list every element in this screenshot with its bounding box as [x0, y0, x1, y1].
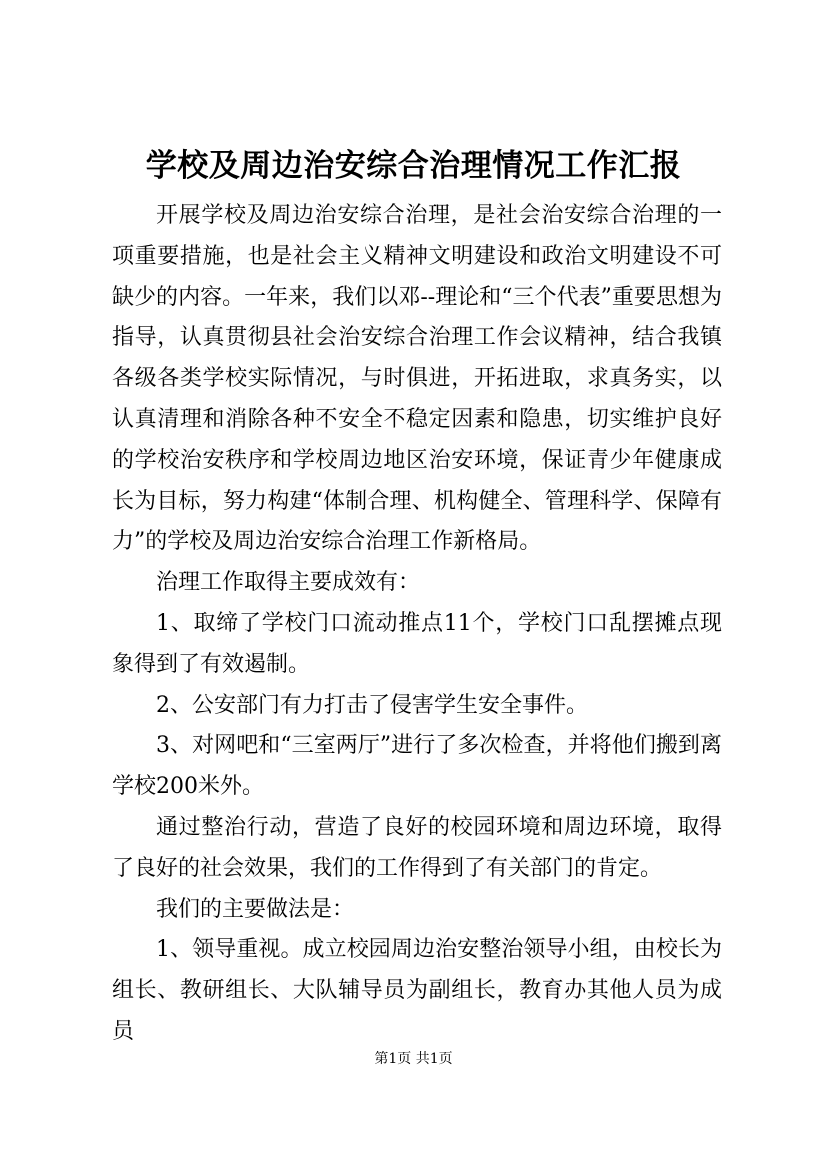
document-title: 学校及周边治安综合治理情况工作汇报	[145, 148, 682, 184]
paragraph-results-heading: 治理工作取得主要成效有：	[156, 570, 421, 596]
page-footer: 第1页 共1页	[374, 1051, 453, 1067]
paragraph-result-1: 1、取缔了学校门口流动推点11个，学校门口乱摆摊点现象得到了有效遏制。	[112, 610, 722, 677]
paragraph-methods-heading: 我们的主要做法是：	[156, 896, 355, 922]
paragraph-intro: 开展学校及周边治安综合治理，是社会治安综合治理的一项重要措施，也是社会主义精神文明建设和政治文明建设不可缺少的内容。一年来，我们以邓--理论和“三个代表”重要思想为指导，认真贯彻县社会治安综合治理工作会议精神，结合我镇各级各类学校实际情况，与时俱进，开拓进取，求真务实，以认真清理和消除各种不安全不稳定因素和隐患，切实维护良好的学校治安秩序和学校周边地区治安环境，保证青少年健康成长为目标，努力构建“体制合理、机构健全、管理科学、保障有力”的学校及周边治安综合治理工作新格局。	[112, 203, 722, 555]
paragraph-result-2: 2、公安部门有力打击了侵害学生安全事件。	[156, 692, 588, 718]
paragraph-result-3: 3、对网吧和“三室两厅”进行了多次检查，并将他们搬到离学校200米外。	[112, 733, 722, 800]
document-body	[112, 196, 722, 1053]
paragraph-summary: 通过整治行动，营造了良好的校园环境和周边环境，取得了良好的社会效果，我们的工作得到了有关部门的肯定。	[112, 814, 722, 881]
paragraph-method-1: 1、领导重视。成立校园周边治安整治领导小组，由校长为组长、教研组长、大队辅导员为副组长，教育办其他人员为成员	[112, 937, 722, 1044]
